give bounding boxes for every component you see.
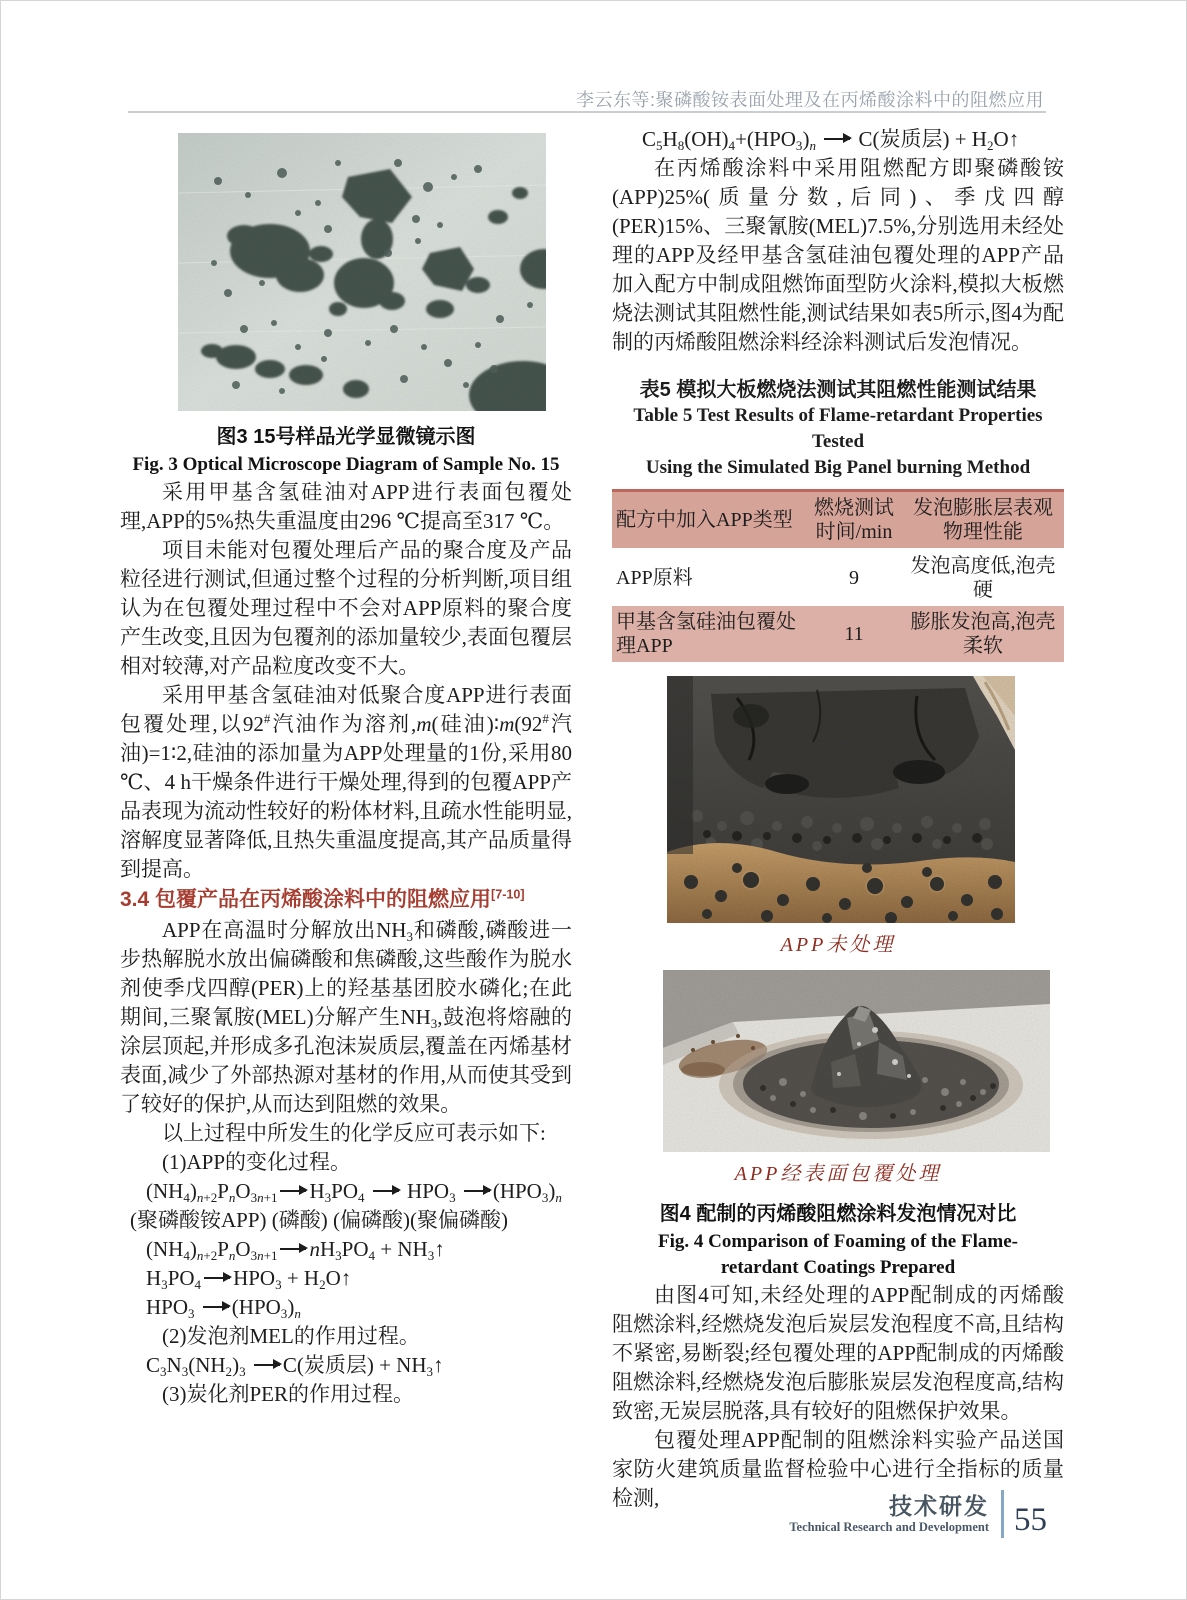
figure4-photo1-caption: APP未处理 xyxy=(780,934,896,956)
table-cell: 9 xyxy=(849,567,859,589)
table5-caption-cn: 表5 模拟大板燃烧法测试其阻燃性能测试结果 xyxy=(639,379,1037,401)
left-column xyxy=(120,125,572,1409)
paragraph: 在丙烯酸涂料中采用阻燃配方即聚磷酸铵(APP)25%(质量分数,后同)、季戊四醇(PER)15%、三聚氰胺(MEL)7.5%,分别选用未经处理的APP及经甲基含氢硅油包覆处理的APP产品加入配方中制成阻燃饰面型防火涂料,模拟大板燃烧法测试其阻燃性能,测试结果如表5所示,图4为配制的丙烯酸阻燃涂料经涂料测试后发泡情况。 xyxy=(612,156,1064,354)
page-number: 55 xyxy=(1014,1502,1047,1538)
table-cell: 甲基含氢硅油包覆处理APP xyxy=(612,606,806,662)
paragraph: 以上过程中所发生的化学反应可表示如下: xyxy=(162,1121,546,1145)
paragraph: 采用甲基含氢硅油对APP进行表面包覆处理,APP的5%热失重温度由296 ℃提高至317 ℃。 xyxy=(120,480,572,533)
paragraph: 由图4可知,未经处理的APP配制成的丙烯酸阻燃涂料,经燃烧发泡后炭层发泡程度不高,且结构不紧密,易断裂;经包覆处理的APP配制成的丙烯酸阻燃涂料,经燃烧发泡后膨胀炭层发泡程度高,结构致密,无炭层脱落,具有较好的阻燃保护效果。 xyxy=(612,1283,1064,1423)
right-column xyxy=(612,125,1064,1513)
list-item-3: (3)炭化剂PER的作用过程。 xyxy=(162,1382,414,1406)
paragraph: 采用甲基含氢硅油对低聚合度APP进行表面包覆处理,以92#汽油作为溶剂,m(硅油)∶m(92#汽油)=1∶2,硅油的添加量为APP处理量的1份,采用80 ℃、4 h干燥条件进行干燥处理,得到的包覆APP产品表现为流动性较好的粉体材料,且疏水性能明显,溶解度显著降低,且热失重温度提高,其产品质量得到提高。 xyxy=(120,683,573,881)
footer-section-labels xyxy=(789,1493,989,1535)
footer xyxy=(0,1488,1047,1540)
paragraph: APP在高温时分解放出$NH_3$和磷酸,磷酸进一步热解脱水放出偏磷酸和焦磷酸,这些酸作为脱水剂使季戊四醇(PER)上的羟基基团胶水磷化;在此期间,三聚氰胺(MEL)分解产生$NH_3$,鼓泡将熔融的涂层顶起,并形成多孔泡沫炭质层,覆盖在丙烯基材表面,减少了外部热源对基材的作用,从而使其受到了较好的保护,从而达到阻燃的效果。 xyxy=(120,918,572,1116)
section-heading-3-4: 3.4 包覆产品在丙烯酸涂料中的阻燃应用[7-10] xyxy=(120,887,525,911)
table5-caption-en-line1: Table 5 Test Results of Flame-retardant Properties Tested xyxy=(633,405,1043,452)
table5-header-app-type: 配方中加入APP类型 xyxy=(612,491,806,550)
figure4-photo-coated-app xyxy=(663,970,1050,1152)
table-cell: 11 xyxy=(806,606,902,662)
table-row xyxy=(612,549,1064,606)
list-item-2: (2)发泡剂MEL的作用过程。 xyxy=(162,1324,420,1348)
paragraph: 包覆处理APP配制的阻燃涂料实验产品送国家防火建筑质量监督检验中心进行全指标的质量检测, xyxy=(612,1428,1064,1510)
figure4-photo-untreated-app xyxy=(667,676,1015,923)
running-title: 李云东等:聚磷酸铵表面处理及在丙烯酸涂料中的阻燃应用 xyxy=(576,90,1044,110)
table5 xyxy=(612,489,1064,662)
table-cell: 膨胀发泡高,泡壳柔软 xyxy=(902,606,1064,662)
figure3-caption-cn: 图3 15号样品光学显微镜示图 xyxy=(216,426,476,448)
table5-header-burn-time: 燃烧测试时间/min xyxy=(806,491,902,550)
figure4-caption-cn: 图4 配制的丙烯酸阻燃涂料发泡情况对比 xyxy=(659,1203,1017,1225)
equation-species-labels: (聚磷酸铵APP) (磷酸) (偏磷酸)(聚偏磷酸) xyxy=(130,1208,508,1232)
figure4-photo2-caption: APP经表面包覆处理 xyxy=(734,1163,942,1185)
paragraph: 项目未能对包覆处理后产品的聚合度及产品粒径进行测试,但通过整个过程的分析判断,项目组认为在包覆处理过程中不会对APP原料的聚合度产生改变,且因为包覆剂的添加量较少,表面包覆层相对较薄,对产品粒度改变不大。 xyxy=(120,538,572,678)
equation-h3po4: $H_3PO_4$ $HPO_3$ + $H_2O↑$ xyxy=(146,1266,352,1292)
equation-mel: $C_3N_3(NH_2)_3$ C(炭质层) + $NH_3↑$ xyxy=(146,1353,444,1379)
table-row xyxy=(612,606,1064,662)
equation-app-to-phosphoric: $(NH_4)_{n+2}P_nO_{3n+1}$ $nH_3PO_4$ + $NH_3↑$ xyxy=(146,1237,445,1263)
table5-header-row xyxy=(612,491,1064,550)
equation-per-char: $C_5H_8(OH)_4+(HPO_3)_n$ C(炭质层) + $H_2O↑$ xyxy=(642,127,1020,153)
footer-section-cn: 技术研发 xyxy=(889,1493,989,1519)
table-cell: 发泡高度低,泡壳硬 xyxy=(910,555,1056,601)
footer-section-en: Technical Research and Development xyxy=(789,1520,989,1534)
figure3-microscope-image xyxy=(178,133,546,411)
table5-header-foam-properties: 发泡膨胀层表观物理性能 xyxy=(902,491,1064,550)
figure3-caption-en: Fig. 3 Optical Microscope Diagram of Sample No. 15 xyxy=(132,454,560,475)
header-divider xyxy=(128,111,1046,113)
footer-divider-bar xyxy=(1001,1490,1004,1538)
figure4-caption-en: Fig. 4 Comparison of Foaming of the Flame-retardant Coatings Prepared xyxy=(658,1231,1018,1278)
equation-app-decomposition: $(NH_4)_{n+2}P_nO_{3n+1}$ $H_3PO_4$ $HPO_3$ $(HPO_3)_n$ xyxy=(146,1179,562,1205)
list-item-1: (1)APP的变化过程。 xyxy=(162,1150,352,1174)
table5-caption-en-line2: Using the Simulated Big Panel burning Method xyxy=(645,457,1031,478)
table-cell: APP原料 xyxy=(616,567,693,589)
equation-hpo3: $HPO_3$ $(HPO_3)_n$ xyxy=(146,1295,301,1321)
